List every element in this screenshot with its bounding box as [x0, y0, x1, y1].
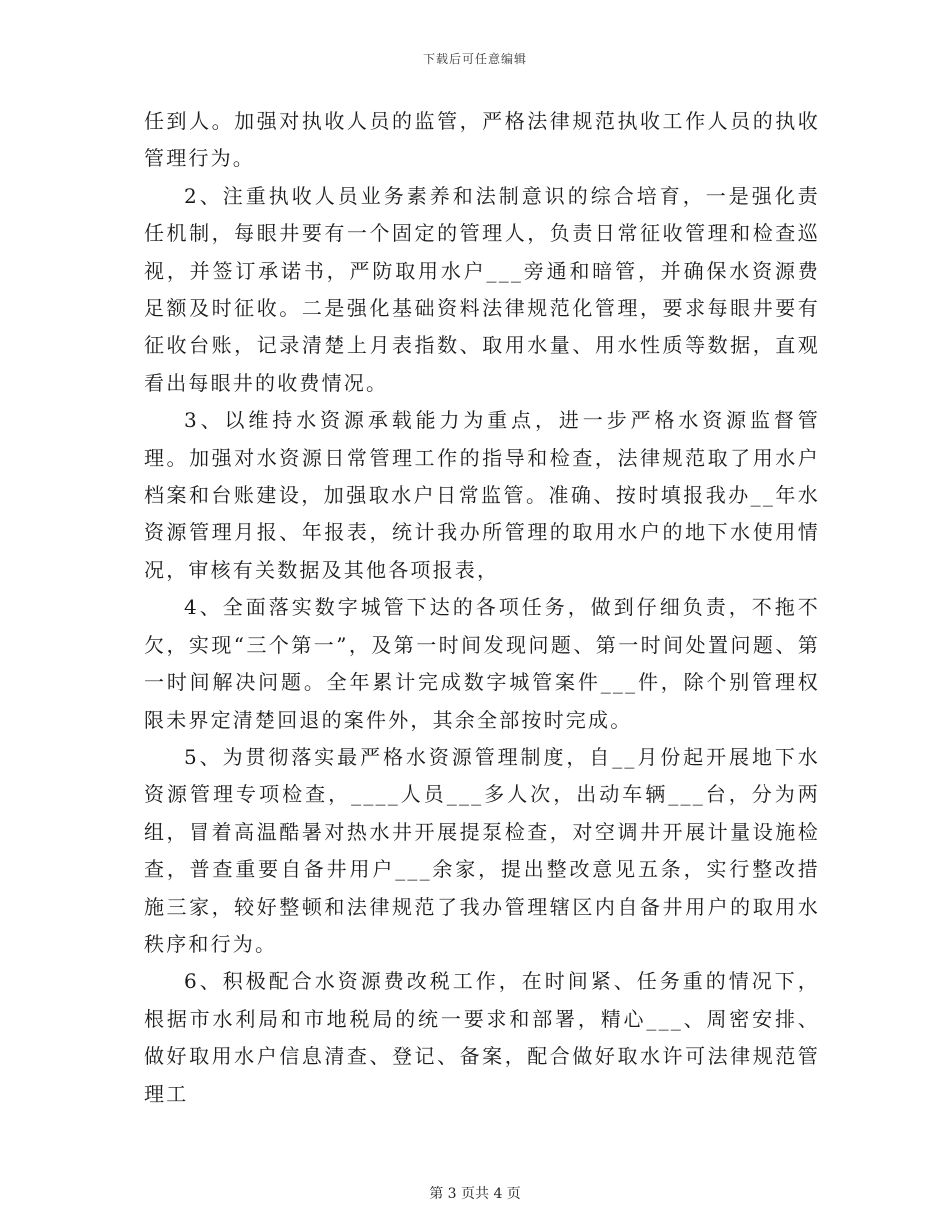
paragraph-item-5: 5、为贯彻落实最严格水资源管理制度，自__月份起开展地下水资源管理专项检查，____人员___多人次，出动车辆___台，分为两组，冒着高温酷暑对热水井开展提泵检查，对空调井开展计量设施检查，普查重要自备井用户___余家，提出整改意见五条，实行整改措施三家，较好整顿和法律规范了我办管理辖区内自备井用户的取用水秩序和行为。 [144, 744, 820, 956]
page-footer: 第 3 页共 4 页 [429, 1186, 521, 1202]
paragraph-continuation: 任到人。加强对执收人员的监管，严格法律规范执收工作人员的执收管理行为。 [144, 109, 820, 171]
paragraph-item-2: 2、注重执收人员业务素养和法制意识的综合培育，一是强化责任机制，每眼井要有一个固定的管理人，负责日常征收管理和检查巡视，并签订承诺书，严防取用水户___旁通和暗管，并确保水资源费足额及时征收。二是强化基础资料法律规范化管理，要求每眼井要有征收台账，记录清楚上月表指数、取用水量、用水性质等数据，直观看出每眼井的收费情况。 [144, 183, 820, 395]
paragraph-item-4: 4、全面落实数字城管下达的各项任务，做到仔细负责，不拖不欠，实现“三个第一”，及第一时间发现问题、第一时间处置问题、第一时间解决问题。全年累计完成数字城管案件___件，除个别管理权限未界定清楚回退的案件外，其余全部按时完成。 [144, 595, 820, 732]
page-header: 下载后可任意编辑 [422, 52, 527, 66]
document-body [144, 103, 820, 1113]
paragraph-item-3: 3、以维持水资源承载能力为重点，进一步严格水资源监督管理。加强对水资源日常管理工作的指导和检查，法律规范取了用水户档案和台账建设，加强取水户日常监管。准确、按时填报我办__年水资源管理月报、年报表，统计我办所管理的取用水户的地下水使用情况，审核有关数据及其他各项报表， [144, 408, 820, 582]
paragraph-item-6: 6、积极配合水资源费改税工作，在时间紧、任务重的情况下，根据市水利局和市地税局的统一要求和部署，精心___、周密安排、做好取用水户信息清查、登记、备案，配合做好取水许可法律规范管理工 [144, 969, 820, 1106]
